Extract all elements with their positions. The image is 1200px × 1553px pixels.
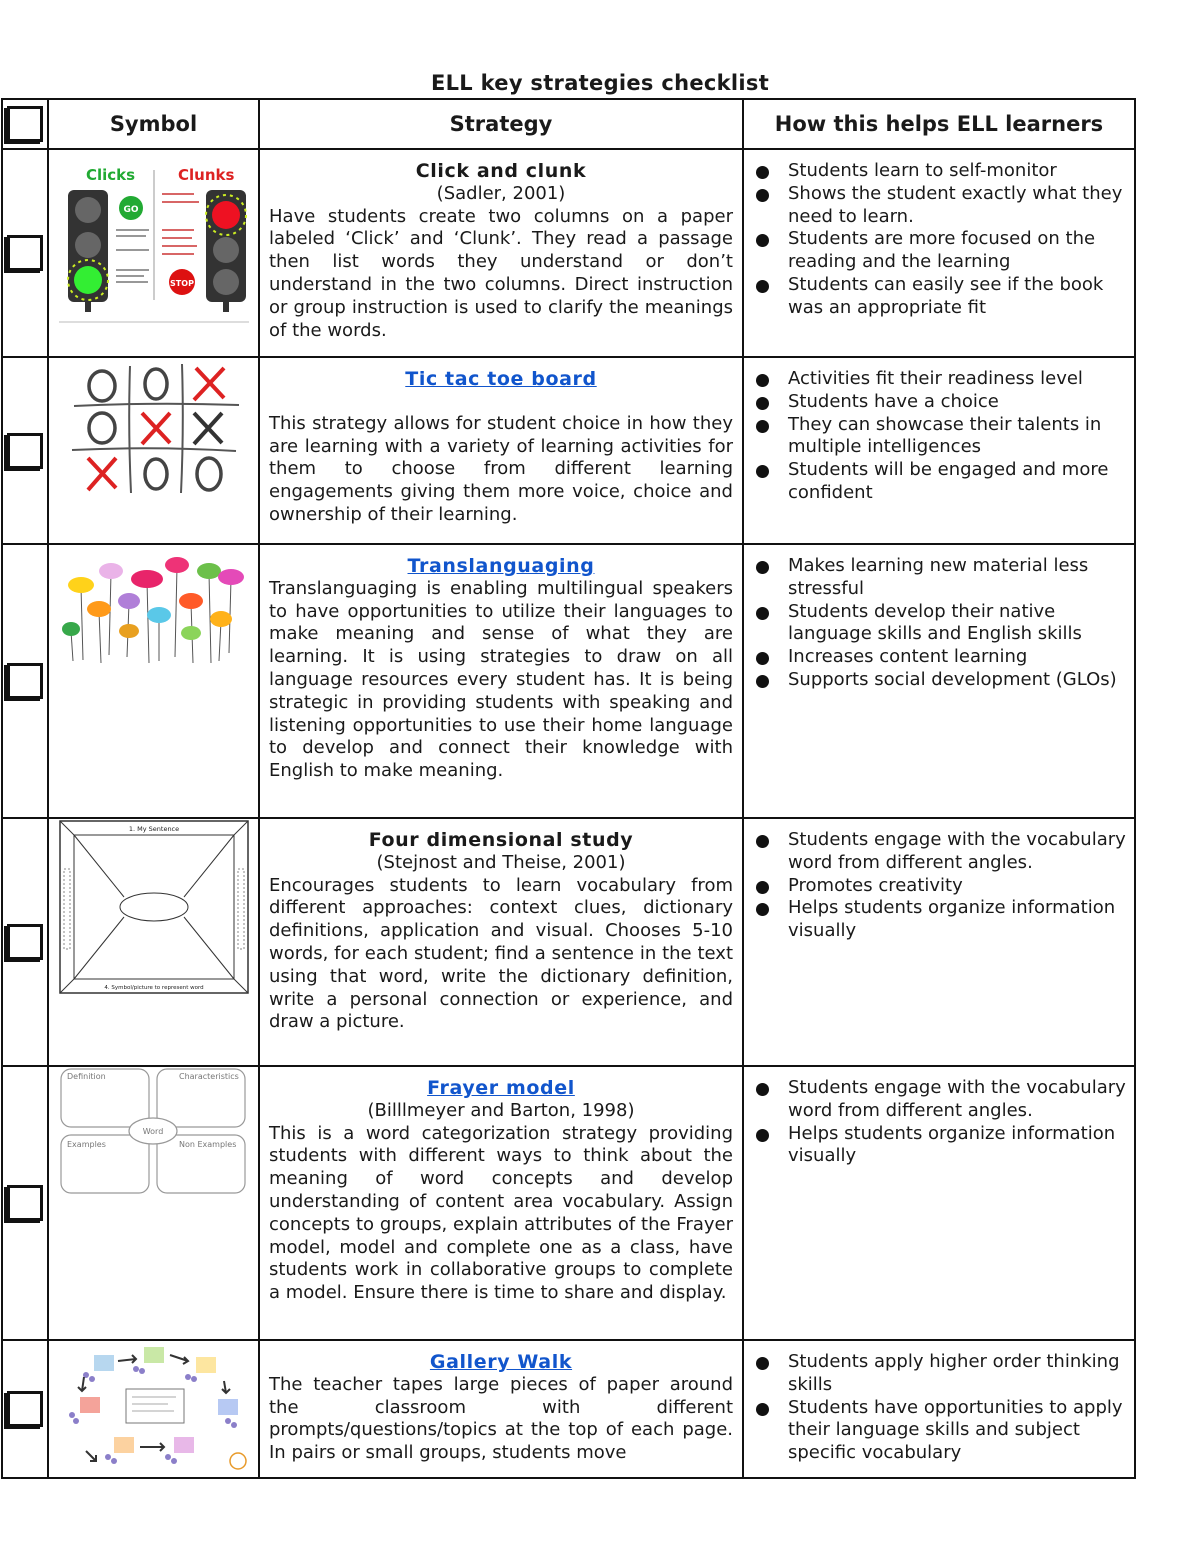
svg-text:Non Examples: Non Examples xyxy=(178,1140,236,1149)
strategy-description: Encourages students to learn vocabulary from different approaches: context clues, dictionary definitions, application and visual. Chooses 5-10 words, for each student; find a sentence in the text using that word, write the dictionary definition, write a personal connection or experience, and draw a picture. xyxy=(269,874,733,1033)
benefits-list xyxy=(744,1341,1134,1465)
svg-text:Definition: Definition xyxy=(66,1072,106,1081)
benefit-item: Helps students organize information visually xyxy=(754,1123,1128,1169)
benefits-list xyxy=(744,819,1134,943)
row-checkbox[interactable] xyxy=(7,433,43,469)
strategy-description: Translanguaging is enabling multilingual speakers to have opportunities to utilize their languages to make meaning and sense of what they are learning. It is using strategies to draw on all language resources every student has. It is being strategic in providing students with speaking and listening opportunities to use their home language to develop and connect their knowledge with English to make meaning. xyxy=(269,577,733,782)
page-title: ELL key strategies checklist xyxy=(430,71,770,95)
strategy-name-link[interactable]: Gallery Walk xyxy=(429,1351,573,1373)
strategy-description: The teacher tapes large pieces of paper around the classroom with different prompts/questions/topics at the top of each page. In pairs or small groups, students move xyxy=(269,1373,733,1464)
svg-text:Characteristics: Characteristics xyxy=(178,1072,239,1081)
benefit-item: Shows the student exactly what they need to learn. xyxy=(754,183,1128,229)
benefit-item: Students can easily see if the book was an appropriate fit xyxy=(754,274,1128,320)
benefits-list xyxy=(744,1067,1134,1168)
header-strategy: Strategy xyxy=(259,99,743,149)
strategy-citation: (Billlmeyer and Barton, 1998) xyxy=(367,1099,635,1121)
benefit-item: Students engage with the vocabulary word from different angles. xyxy=(754,1077,1128,1123)
table-row xyxy=(2,1066,1135,1340)
row-checkbox[interactable] xyxy=(7,235,43,271)
speech-bubble-flowers-icon xyxy=(49,545,258,665)
strategy-description: This strategy allows for student choice in how they are learning with a variety of learning activities for them to choose from different learning engagements giving them more voice, choice and ownership of their learning. xyxy=(269,412,733,525)
strategy-name: Click and clunk xyxy=(415,160,587,182)
strategy-citation: (Stejnost and Theise, 2001) xyxy=(376,851,626,873)
strategy-description: Have students create two columns on a paper labeled ‘Click’ and ‘Clunk’. They read a passage then list words they understand or don’t understand in the two columns. Direct instruction or group instruction is used to clarify the meanings of the words. xyxy=(269,205,733,341)
header-row xyxy=(2,99,1135,149)
benefit-item: Students have opportunities to apply their language skills and subject specific vocabulary xyxy=(754,1397,1128,1465)
header-helps: How this helps ELL learners xyxy=(743,99,1135,149)
svg-text:Clicks: Clicks xyxy=(85,166,135,184)
benefits-list xyxy=(744,150,1134,320)
benefit-item: Students will be engaged and more confident xyxy=(754,459,1128,505)
benefit-item: Supports social development (GLOs) xyxy=(754,669,1128,692)
table-row xyxy=(2,357,1135,544)
benefit-item: Students are more focused on the reading and the learning xyxy=(754,228,1128,274)
svg-text:4. Symbol/picture to represent: 4. Symbol/picture to represent word xyxy=(103,985,204,991)
four-dimensional-diagram-icon xyxy=(49,819,258,995)
benefits-list xyxy=(744,358,1134,505)
strategy-name-link[interactable]: Frayer model xyxy=(427,1077,575,1099)
header-symbol: Symbol xyxy=(48,99,259,149)
benefit-item: Helps students organize information visually xyxy=(754,897,1128,943)
row-checkbox[interactable] xyxy=(7,1391,43,1427)
strategy-description: This is a word categorization strategy providing students with different ways to think about the meaning of word concepts and develop understanding of content area vocabulary. Assign concepts to groups, explain attributes of the Frayer model, model and complete one as a class, have students work in collaborative groups to complete a model. Ensure there is time to share and display. xyxy=(269,1122,733,1304)
row-checkbox[interactable] xyxy=(7,663,43,699)
benefit-item: Students develop their native language skills and English skills xyxy=(754,601,1128,647)
table-row xyxy=(2,818,1135,1066)
benefit-item: Increases content learning xyxy=(754,646,1128,669)
strategy-name: Four dimensional study xyxy=(368,829,634,851)
table-row xyxy=(2,149,1135,357)
benefit-item: They can showcase their talents in multiple intelligences xyxy=(754,414,1128,460)
row-checkbox[interactable] xyxy=(7,924,43,960)
svg-text:GO: GO xyxy=(122,205,139,215)
benefit-item: Students learn to self-monitor xyxy=(754,160,1128,183)
benefit-item: Makes learning new material less stressful xyxy=(754,555,1128,601)
strategy-name-link[interactable]: Translanguaging xyxy=(407,555,595,577)
svg-text:Word: Word xyxy=(142,1127,163,1136)
tic-tac-toe-icon xyxy=(49,358,258,498)
benefit-item: Promotes creativity xyxy=(754,875,1128,898)
header-checkbox[interactable] xyxy=(7,106,43,142)
svg-text:Examples: Examples xyxy=(66,1140,106,1149)
gallery-walk-icon xyxy=(49,1341,258,1471)
benefit-item: Students engage with the vocabulary word from different angles. xyxy=(754,829,1128,875)
frayer-model-diagram-icon xyxy=(49,1067,258,1197)
table-row xyxy=(2,1340,1135,1478)
traffic-light-icon xyxy=(49,150,258,325)
table-row xyxy=(2,544,1135,818)
svg-text:Clunks: Clunks xyxy=(177,166,234,184)
benefit-item: Students have a choice xyxy=(754,391,1128,414)
strategy-citation: (Sadler, 2001) xyxy=(436,182,566,204)
svg-text:1. My Sentence: 1. My Sentence xyxy=(128,825,179,833)
benefit-item: Students apply higher order thinking skills xyxy=(754,1351,1128,1397)
strategies-table xyxy=(1,98,1136,1479)
strategy-name-link[interactable]: Tic tac toe board xyxy=(405,368,597,390)
row-checkbox[interactable] xyxy=(7,1185,43,1221)
svg-text:STOP: STOP xyxy=(169,279,194,288)
benefit-item: Activities fit their readiness level xyxy=(754,368,1128,391)
benefits-list xyxy=(744,545,1134,692)
header-checkbox-cell xyxy=(2,99,48,149)
